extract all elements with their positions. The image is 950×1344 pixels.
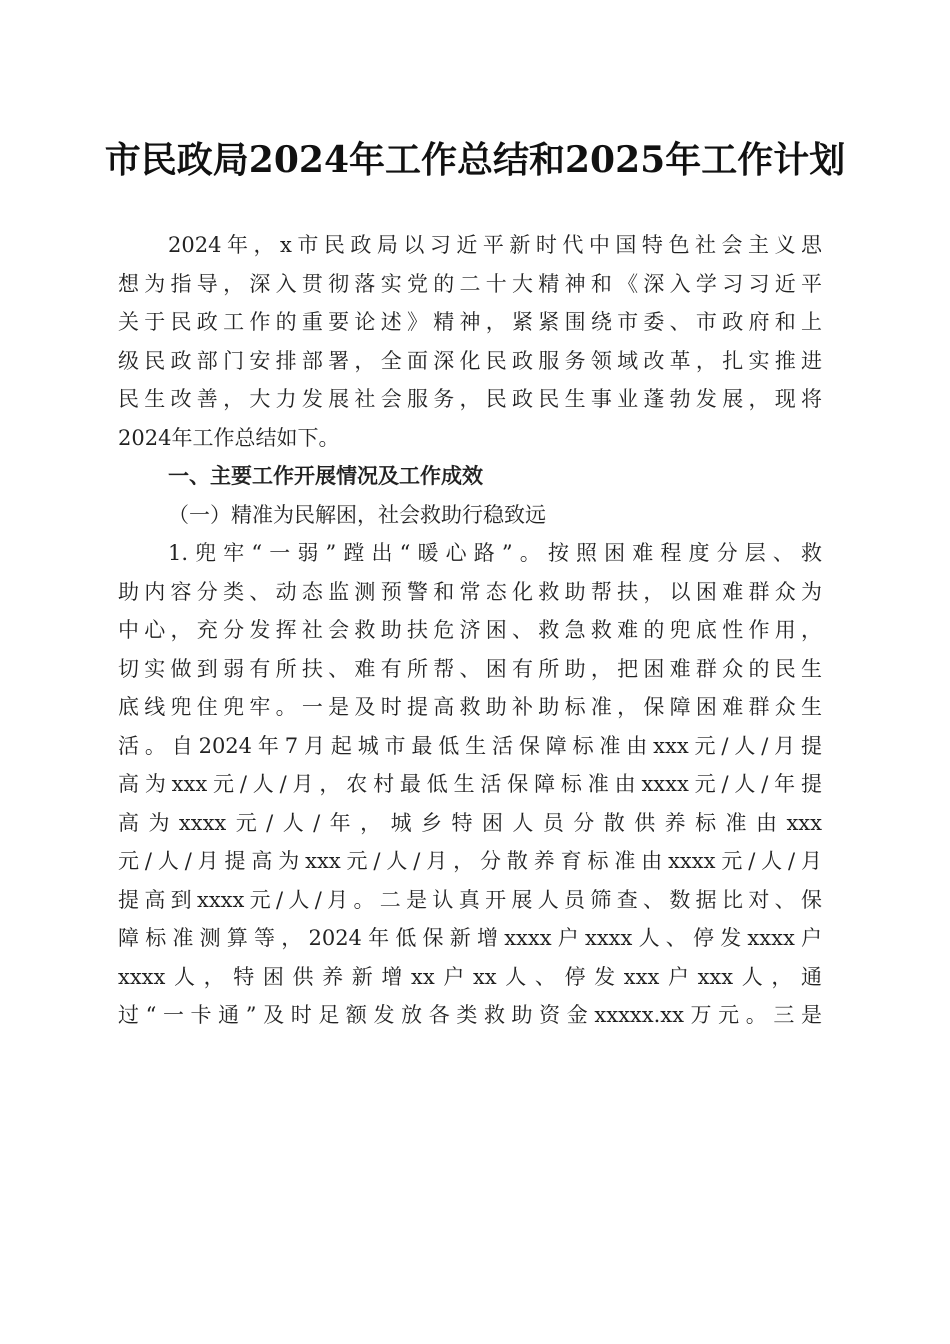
item-line: 过“一卡通”及时足额发放各类救助资金xxxxx.xx万元。三是	[118, 1003, 822, 1027]
item-line: 高为xxxx元/人/年，城乡特困人员分散供养标准由xxx	[118, 810, 822, 835]
intro-line: 想为指导，深入贯彻落实党的二十大精神和《深入学习习近平	[118, 271, 822, 296]
item-line: 助内容分类、动态监测预警和常态化救助帮扶，以困难群众为	[118, 579, 822, 604]
intro-line: 2024年，x市民政局以习近平新时代中国特色社会主义思	[168, 233, 822, 257]
item-line: 元/人/月提高为xxx元/人/月，分散养育标准由xxxx元/人/月	[118, 849, 822, 873]
document-title: 市民政局2024年工作总结和2025年工作计划	[104, 139, 846, 181]
intro-line: 2024年工作总结如下。	[118, 425, 340, 450]
item-line: 底线兜住兜牢。一是及时提高救助补助标准，保障困难群众生	[118, 695, 822, 719]
intro-line: 关于民政工作的重要论述》精神，紧紧围绕市委、市政府和上	[118, 310, 822, 334]
intro-line: 级民政部门安排部署，全面深化民政服务领域改革，扎实推进	[118, 348, 822, 373]
item-line: 障标准测算等，2024年低保新增xxxx户xxxx人、停发xxxx户	[118, 926, 822, 950]
item-line: 活。自2024年7月起城市最低生活保障标准由xxx元/人/月提	[118, 733, 822, 758]
item-line: 切实做到弱有所扶、难有所帮、困有所助，把困难群众的民生	[118, 656, 822, 681]
subsection-heading: （一）精准为民解困，社会救助行稳致远	[168, 502, 546, 527]
section-heading: 一、主要工作开展情况及工作成效	[168, 464, 483, 488]
intro-line: 民生改善，大力发展社会服务，民政民生事业蓬勃发展，现将	[118, 387, 822, 411]
item-line: 高为xxx元/人/月，农村最低生活保障标准由xxxx元/人/年提	[118, 772, 822, 796]
item-line: 中心，充分发挥社会救助扶危济困、救急救难的兜底性作用，	[118, 618, 822, 642]
item-line: xxxx人，特困供养新增xx户xx人、停发xxx户xxx人，通	[118, 964, 822, 989]
item-line: 1.兜牢“一弱”蹚出“暖心路”。按照困难程度分层、救	[168, 541, 822, 565]
item-line: 提高到xxxx元/人/月。二是认真开展人员筛查、数据比对、保	[118, 887, 822, 912]
document-body	[118, 226, 822, 1035]
